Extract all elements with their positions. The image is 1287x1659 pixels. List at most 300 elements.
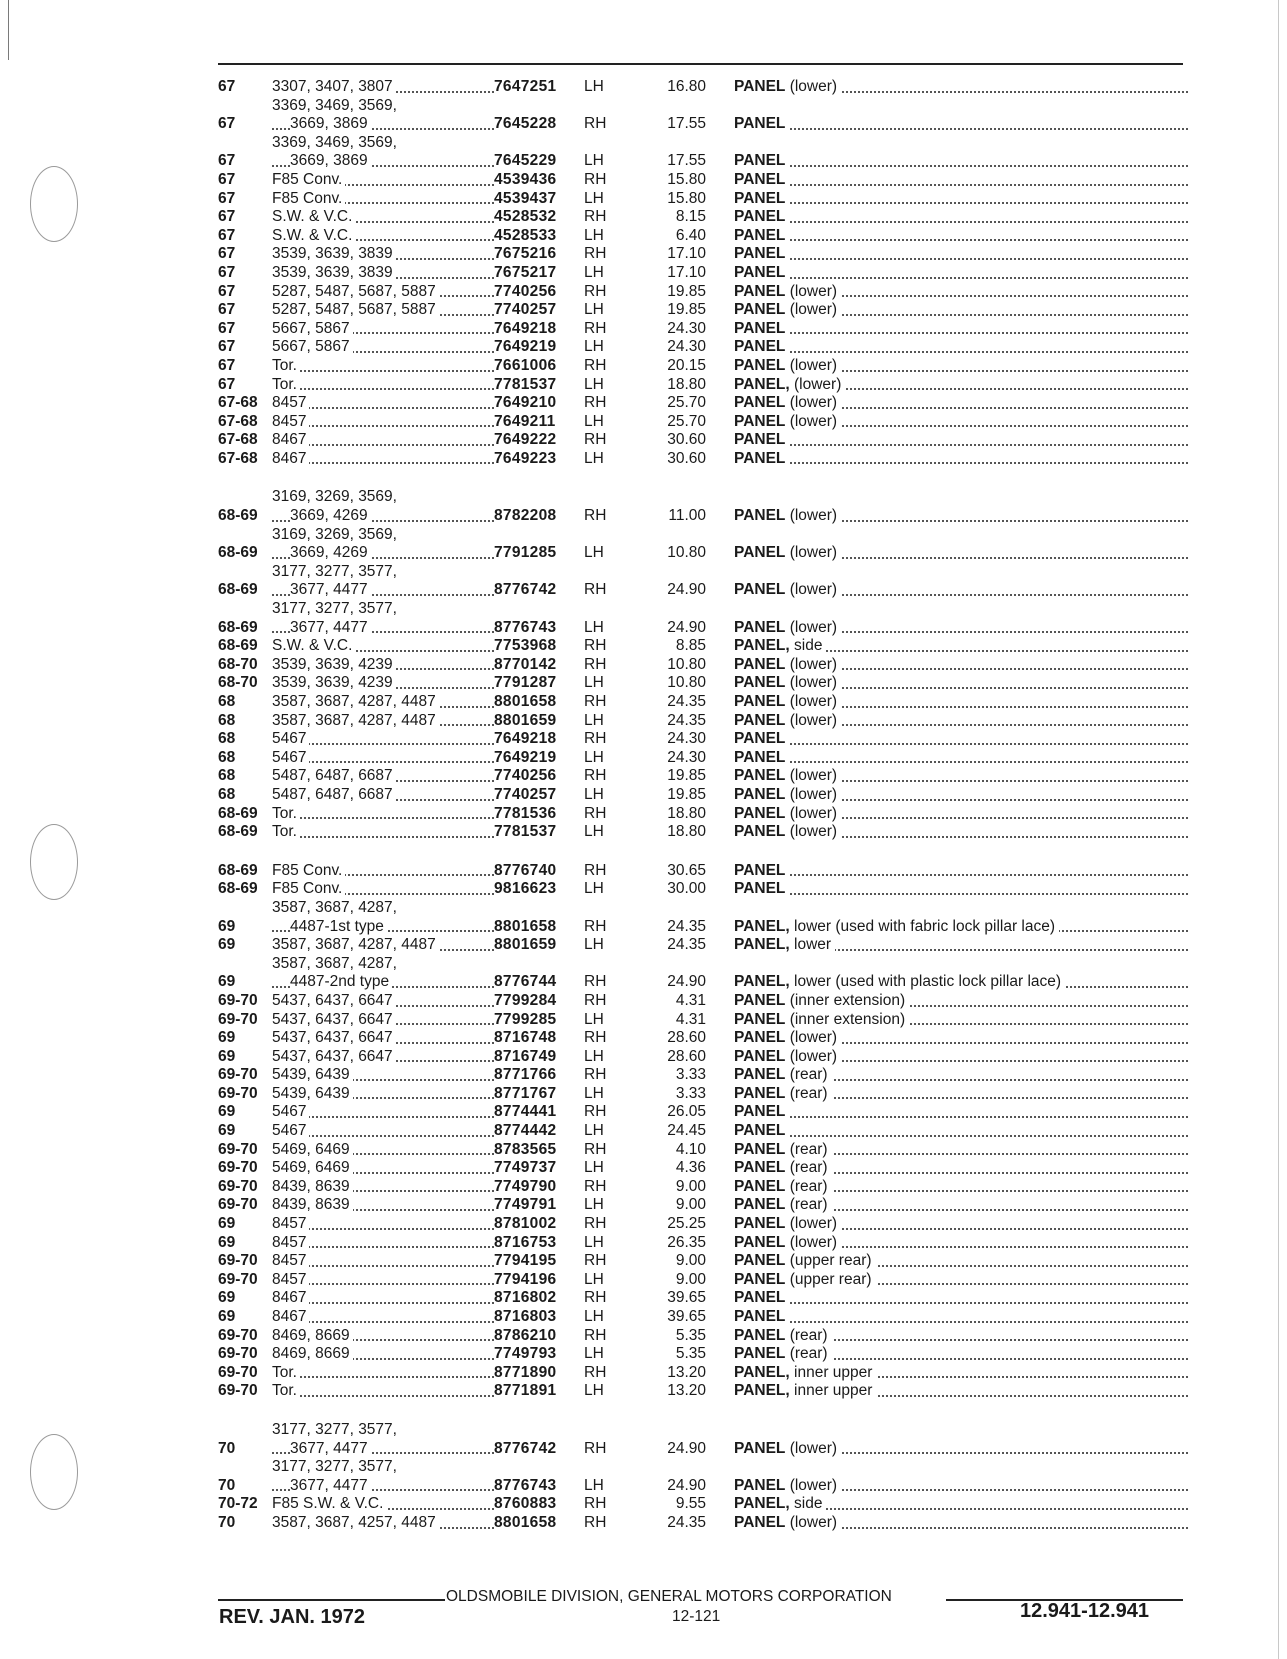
table-row [218, 1215, 1188, 1234]
parts-group [218, 488, 1188, 841]
description-detail: (lower) [785, 804, 838, 822]
part-description [734, 786, 1188, 805]
description-keyword: PANEL [734, 1122, 786, 1140]
description-keyword: PANEL [734, 861, 786, 879]
side-code: LH [584, 1476, 604, 1494]
description-detail: (lower) [785, 655, 838, 673]
part-description [734, 730, 1188, 749]
table-row [218, 190, 1188, 209]
model-numbers [272, 1011, 494, 1030]
list-price: 13.20 [667, 1363, 706, 1381]
model-numbers [272, 208, 494, 227]
part-number: 7794195 [494, 1252, 557, 1270]
table-row [218, 1421, 1188, 1458]
part-description [734, 1234, 1188, 1253]
description-detail: (lower) [785, 1513, 838, 1531]
description-keyword: PANEL [734, 1047, 786, 1065]
description-keyword: PANEL [734, 1270, 786, 1288]
model-year: 67-68 [218, 449, 258, 467]
model-year: 70-72 [218, 1495, 258, 1513]
side-code: RH [584, 507, 607, 525]
description-keyword: PANEL [734, 282, 786, 300]
part-description [734, 208, 1188, 227]
part-description [734, 1327, 1188, 1346]
model-numbers [272, 301, 494, 320]
part-description [734, 338, 1188, 357]
description-keyword: PANEL [734, 245, 786, 263]
part-description [734, 1029, 1188, 1048]
description-detail: (rear) [785, 1196, 828, 1214]
model-numbers [272, 1122, 494, 1141]
part-description [734, 693, 1188, 712]
table-row [218, 1271, 1188, 1290]
model-year: 69-70 [218, 1010, 258, 1028]
part-number: 8716749 [494, 1047, 557, 1065]
description-keyword: PANEL [734, 319, 786, 337]
model-numbers [272, 1085, 494, 1104]
list-price: 5.35 [675, 1326, 706, 1344]
side-code: LH [584, 674, 604, 692]
model-numbers [272, 376, 494, 395]
part-description [734, 450, 1188, 469]
model-numbers [272, 450, 494, 469]
model-numbers [272, 1514, 494, 1533]
table-row [218, 1159, 1188, 1178]
model-numbers [272, 955, 494, 992]
side-code: RH [584, 730, 607, 748]
model-line: 8439, 8639 [272, 1196, 353, 1213]
side-code: LH [584, 748, 604, 766]
description-keyword: PANEL [734, 208, 786, 226]
model-line: 3677, 4477 [290, 619, 371, 636]
list-price: 6.40 [675, 226, 706, 244]
table-row [218, 1289, 1188, 1308]
dot-leader [734, 444, 1188, 446]
footer-section-number: 12.941-12.941 [1020, 1600, 1150, 1622]
list-price: 24.90 [667, 1476, 706, 1494]
part-number: 8776742 [494, 581, 557, 599]
table-row [218, 1345, 1188, 1364]
description-keyword: PANEL [734, 674, 786, 692]
model-year: 68 [218, 748, 236, 766]
model-year: 67 [218, 189, 236, 207]
part-description [734, 283, 1188, 302]
model-line: 8467 [272, 450, 309, 467]
model-year: 69 [218, 1289, 236, 1307]
table-row [218, 1011, 1188, 1030]
part-description [734, 245, 1188, 264]
parts-group [218, 78, 1188, 468]
list-price: 13.20 [667, 1382, 706, 1400]
dot-leader [734, 1135, 1188, 1137]
side-code: RH [584, 1029, 607, 1047]
description-keyword: PANEL [734, 1177, 786, 1195]
description-keyword: PANEL, [734, 973, 790, 991]
description-keyword: PANEL, [734, 917, 790, 935]
list-price: 24.45 [667, 1122, 706, 1140]
side-code: RH [584, 1289, 607, 1307]
model-year: 68-69 [218, 637, 258, 655]
scan-edge-mark-right [1278, 0, 1279, 1659]
model-year: 70 [218, 1476, 236, 1494]
part-description [734, 749, 1188, 768]
table-row [218, 936, 1188, 955]
part-description [734, 1252, 1188, 1271]
description-keyword: PANEL [734, 823, 786, 841]
model-line: 5467 [272, 749, 309, 766]
part-number: 8776740 [494, 861, 557, 879]
description-keyword: PANEL [734, 1029, 786, 1047]
model-line: 8439, 8639 [272, 1178, 353, 1195]
table-row [218, 320, 1188, 339]
description-keyword: PANEL [734, 356, 786, 374]
part-number: 7794196 [494, 1270, 557, 1288]
description-keyword: PANEL [734, 189, 786, 207]
model-year: 67 [218, 319, 236, 337]
header-rule [218, 63, 1183, 65]
list-price: 9.00 [675, 1196, 706, 1214]
part-description [734, 1271, 1188, 1290]
list-price: 4.31 [675, 991, 706, 1009]
side-code: LH [584, 152, 604, 170]
description-keyword: PANEL [734, 1140, 786, 1158]
dot-leader [734, 874, 1188, 876]
part-number: 7649218 [494, 319, 557, 337]
list-price: 24.35 [667, 917, 706, 935]
side-code: LH [584, 375, 604, 393]
part-description [734, 190, 1188, 209]
model-numbers [272, 992, 494, 1011]
parts-group [218, 1421, 1188, 1533]
list-price: 30.60 [667, 449, 706, 467]
model-year: 68 [218, 711, 236, 729]
model-numbers [272, 78, 494, 97]
list-price: 17.55 [667, 115, 706, 133]
model-numbers [272, 171, 494, 190]
model-line: 3369, 3469, 3569, [272, 97, 400, 114]
model-year: 68 [218, 767, 236, 785]
model-line: 8469, 8669 [272, 1327, 353, 1344]
dot-leader [734, 893, 1188, 895]
description-detail: (lower) [785, 674, 838, 692]
part-description [734, 357, 1188, 376]
side-code: RH [584, 861, 607, 879]
model-year: 69 [218, 1233, 236, 1251]
part-description [734, 1066, 1188, 1085]
model-year: 69-70 [218, 1326, 258, 1344]
list-price: 3.33 [675, 1066, 706, 1084]
part-number: 8771891 [494, 1382, 557, 1400]
table-row [218, 1085, 1188, 1104]
model-line: 5467 [272, 1122, 309, 1139]
part-number: 7781536 [494, 804, 557, 822]
part-description [734, 1103, 1188, 1122]
list-price: 17.55 [667, 152, 706, 170]
list-price: 24.35 [667, 693, 706, 710]
model-year: 69 [218, 936, 236, 954]
model-line: 3587, 3687, 4287, 4487 [272, 936, 439, 953]
part-description [734, 301, 1188, 320]
description-keyword: PANEL [734, 748, 786, 766]
model-line: Tor. [272, 376, 300, 393]
model-line: 8457 [272, 1252, 309, 1269]
part-description [734, 862, 1188, 881]
model-year: 67 [218, 208, 236, 226]
part-number: 8771890 [494, 1363, 557, 1381]
description-detail: (lower) [785, 282, 838, 300]
side-code: LH [584, 1270, 604, 1288]
model-numbers [272, 767, 494, 786]
description-keyword: PANEL, [734, 1495, 790, 1513]
part-number: 7740256 [494, 282, 557, 300]
part-description [734, 581, 1188, 600]
part-number: 8801658 [494, 1513, 557, 1531]
model-year: 68-70 [218, 655, 258, 673]
model-numbers [272, 1103, 494, 1122]
dot-leader [272, 388, 494, 390]
model-line: 8467 [272, 1308, 309, 1325]
model-line: 5287, 5487, 5687, 5887 [272, 283, 439, 300]
part-number: 7753968 [494, 637, 557, 655]
dot-leader [734, 1302, 1188, 1304]
model-numbers [272, 413, 494, 432]
description-detail: lower (used with plastic lock pillar lace) [789, 973, 1062, 991]
model-line: 3677, 4477 [290, 581, 371, 598]
table-row [218, 301, 1188, 320]
list-price: 4.31 [675, 1010, 706, 1028]
description-keyword: PANEL, [734, 637, 790, 655]
model-year: 67 [218, 152, 236, 170]
model-numbers [272, 338, 494, 357]
list-price: 9.00 [675, 1252, 706, 1270]
table-row [218, 488, 1188, 525]
model-numbers [272, 1066, 494, 1085]
side-code: RH [584, 394, 607, 412]
model-year: 68 [218, 785, 236, 803]
list-price: 24.35 [667, 711, 706, 729]
model-numbers [272, 97, 494, 134]
side-code: RH [584, 282, 607, 300]
model-line: 3307, 3407, 3807 [272, 78, 396, 95]
model-line: 3669, 4269 [290, 507, 371, 524]
description-keyword: PANEL [734, 1010, 786, 1028]
model-year: 67 [218, 115, 236, 133]
part-number: 8776744 [494, 973, 557, 991]
part-description [734, 507, 1188, 526]
model-numbers [272, 600, 494, 637]
scan-edge-mark-left [8, 0, 9, 60]
dot-leader [272, 1376, 494, 1378]
model-numbers [272, 431, 494, 450]
side-code: LH [584, 618, 604, 636]
side-code: LH [584, 880, 604, 898]
model-year: 69 [218, 1103, 236, 1121]
table-row [218, 805, 1188, 824]
model-numbers [272, 805, 494, 824]
list-price: 9.55 [675, 1495, 706, 1513]
table-row [218, 637, 1188, 656]
part-number: 8771767 [494, 1084, 557, 1102]
side-code: RH [584, 319, 607, 337]
list-price: 39.65 [667, 1289, 706, 1307]
dot-leader [734, 128, 1188, 130]
dot-leader [272, 370, 494, 372]
part-number: 7740256 [494, 767, 557, 785]
model-year: 69 [218, 1122, 236, 1140]
side-code: RH [584, 1495, 607, 1513]
footer-revision: REV. JAN. 1972 [219, 1606, 366, 1628]
model-year: 68-69 [218, 581, 258, 599]
model-line: 3177, 3277, 3577, [272, 1458, 400, 1475]
description-detail: (lower) [785, 1233, 838, 1251]
description-keyword: PANEL [734, 226, 786, 244]
table-row [218, 413, 1188, 432]
model-numbers [272, 245, 494, 264]
model-numbers [272, 1048, 494, 1067]
part-description [734, 767, 1188, 786]
table-row [218, 338, 1188, 357]
part-description [734, 656, 1188, 675]
side-code: LH [584, 1345, 604, 1363]
binder-hole-middle [30, 824, 78, 900]
description-keyword: PANEL, [734, 936, 790, 954]
description-keyword: PANEL [734, 991, 786, 1009]
table-row [218, 767, 1188, 786]
description-detail: (lower) [785, 1476, 838, 1494]
model-line: 5667, 5867 [272, 338, 353, 355]
description-keyword: PANEL [734, 1233, 786, 1251]
table-row [218, 450, 1188, 469]
table-row [218, 992, 1188, 1011]
part-description [734, 152, 1188, 171]
part-number: 7740257 [494, 785, 557, 803]
description-detail: (lower) [785, 507, 838, 525]
model-line: 5487, 6487, 6687 [272, 786, 396, 803]
model-line: 5439, 6439 [272, 1085, 353, 1102]
model-year: 69-70 [218, 1345, 258, 1363]
list-price: 24.30 [667, 338, 706, 356]
list-price: 19.85 [667, 785, 706, 803]
description-detail: (rear) [785, 1177, 828, 1195]
part-description [734, 431, 1188, 450]
part-number: 7645229 [494, 152, 557, 170]
model-numbers [272, 1141, 494, 1160]
table-row [218, 97, 1188, 134]
model-numbers [272, 1308, 494, 1327]
list-price: 19.85 [667, 767, 706, 785]
description-keyword: PANEL [734, 581, 786, 599]
list-price: 24.35 [667, 1513, 706, 1531]
model-year: 67-68 [218, 412, 258, 430]
side-code: RH [584, 1066, 607, 1084]
model-line: 5287, 5487, 5687, 5887 [272, 301, 439, 318]
part-number: 7675217 [494, 263, 557, 281]
part-description [734, 544, 1188, 563]
table-row [218, 823, 1188, 842]
dot-leader [734, 277, 1188, 279]
part-number: 7649211 [494, 412, 556, 430]
table-row [218, 394, 1188, 413]
part-description [734, 637, 1188, 656]
list-price: 11.00 [668, 507, 706, 525]
part-number: 4539437 [494, 189, 557, 207]
part-description [734, 1364, 1188, 1383]
table-row [218, 78, 1188, 97]
side-code: LH [584, 263, 604, 281]
table-row [218, 1382, 1188, 1401]
table-row [218, 674, 1188, 693]
description-detail: (lower) [785, 544, 838, 562]
footer-company: OLDSMOBILE DIVISION, GENERAL MOTORS CORPORATION [446, 1588, 892, 1605]
list-price: 30.00 [667, 880, 706, 898]
side-code: RH [584, 581, 607, 599]
model-line: 5437, 6437, 6647 [272, 992, 396, 1009]
list-price: 19.85 [667, 282, 706, 300]
description-keyword: PANEL [734, 301, 786, 319]
model-line: 8467 [272, 1289, 309, 1306]
model-line: Tor. [272, 357, 300, 374]
model-line: F85 S.W. & V.C. [272, 1495, 386, 1512]
list-price: 19.85 [667, 301, 706, 319]
model-line: Tor. [272, 805, 300, 822]
part-number: 8783565 [494, 1140, 557, 1158]
model-year: 68-69 [218, 618, 258, 636]
model-line: 5467 [272, 730, 309, 747]
part-number: 7649222 [494, 431, 557, 449]
side-code: LH [584, 226, 604, 244]
side-code: LH [584, 189, 604, 207]
model-year: 67 [218, 282, 236, 300]
description-detail: (inner extension) [785, 1010, 906, 1028]
side-code: RH [584, 356, 607, 374]
side-code: RH [584, 973, 607, 991]
description-keyword: PANEL [734, 1252, 786, 1270]
list-price: 16.80 [667, 78, 706, 95]
model-year: 69-70 [218, 1066, 258, 1084]
model-year: 68-69 [218, 804, 258, 822]
part-description [734, 227, 1188, 246]
description-detail: (lower) [785, 1439, 838, 1457]
description-keyword: PANEL [734, 711, 786, 729]
table-row [218, 357, 1188, 376]
list-price: 5.35 [675, 1345, 706, 1363]
description-keyword: PANEL, [734, 1363, 790, 1381]
model-line: Tor. [272, 1364, 300, 1381]
dot-leader [734, 351, 1188, 353]
side-code: LH [584, 1010, 604, 1028]
description-keyword: PANEL [734, 767, 786, 785]
description-keyword: PANEL [734, 693, 786, 710]
list-price: 39.65 [667, 1308, 706, 1325]
model-numbers [272, 283, 494, 302]
side-code: RH [584, 637, 607, 655]
part-number: 8716748 [494, 1029, 557, 1047]
model-numbers [272, 1196, 494, 1215]
binder-hole-bottom [30, 1434, 78, 1510]
description-detail: (lower) [785, 394, 838, 412]
description-detail: (lower) [785, 1047, 838, 1065]
model-year: 68-69 [218, 823, 258, 841]
list-price: 28.60 [667, 1047, 706, 1065]
part-number: 7799285 [494, 1010, 557, 1028]
part-number: 7791285 [494, 544, 557, 562]
model-line: Tor. [272, 823, 300, 840]
model-year: 68-69 [218, 507, 258, 525]
description-keyword: PANEL, [734, 375, 790, 393]
description-detail: lower (used with fabric lock pillar lace) [789, 917, 1056, 935]
table-row [218, 1141, 1188, 1160]
description-detail: (inner extension) [785, 991, 906, 1009]
